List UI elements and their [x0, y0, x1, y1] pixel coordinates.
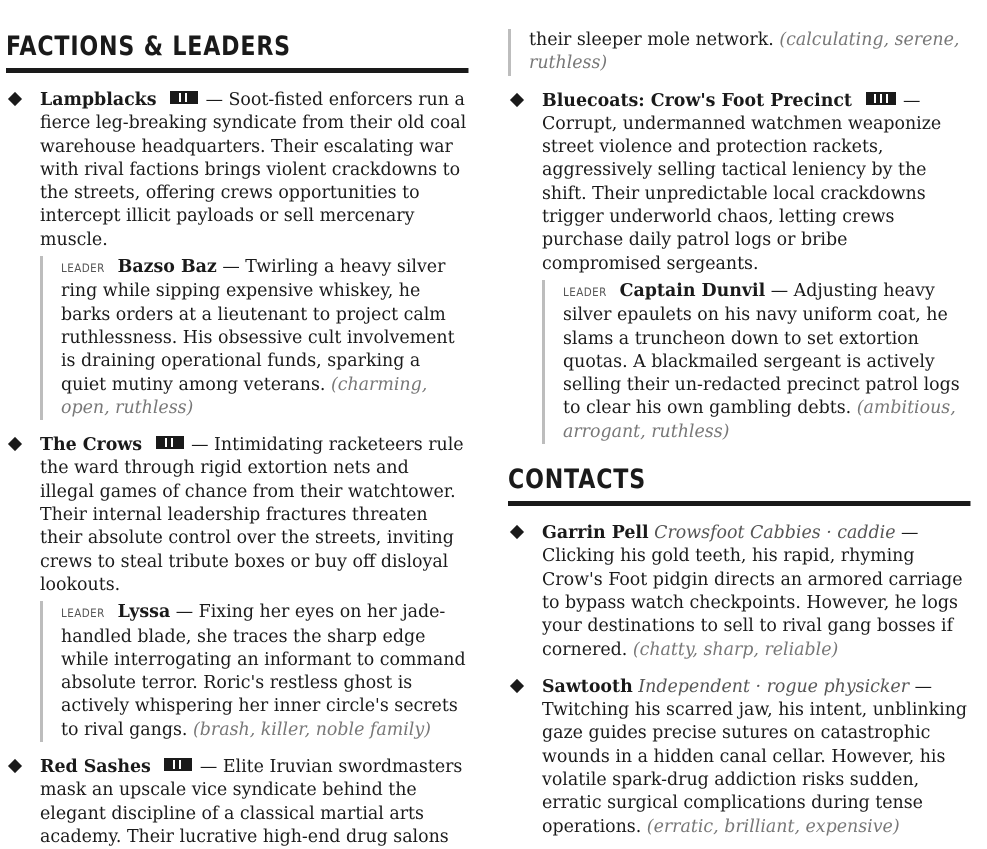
leader-block — [40, 601, 468, 742]
leader-tags: (brash, killer, noble family) — [192, 719, 431, 740]
leader-tags: (charming, open, ruthless) — [61, 374, 428, 418]
leader-label: LEADER — [61, 606, 105, 621]
leader-block — [542, 280, 970, 444]
leader-label: LEADER — [61, 261, 105, 276]
diamond-bullet-icon — [510, 93, 524, 107]
leader-name: Captain Dunvil — [619, 280, 766, 301]
tier-2-icon — [156, 436, 184, 449]
continuation-text: their sleeper mole network. — [529, 30, 774, 50]
faction-entry-the-crows — [6, 434, 468, 742]
contact-org: Crowsfoot Cabbies · caddie — [654, 523, 896, 544]
contact-entry-garrin-pell — [508, 522, 970, 662]
faction-entry-bluecoats — [508, 90, 970, 444]
diamond-bullet-icon — [8, 759, 22, 773]
faction-name: Bluecoats: Crow's Foot Precinct — [542, 90, 852, 111]
contact-description: — Clicking his gold teeth, his rapid, rhyming Crow's Foot pidgin directs an armored carriage to bypass watch checkpoints. However, he logs your destinations to sell to rival gang bosses if cornered. — [542, 523, 963, 660]
contacts-heading: CONTACTS — [508, 464, 970, 506]
leader-description: — Twirling a heavy silver ring while sipping expensive whiskey, he barks orders at a lieutenant to project calm ruthlessness. His obsessive cult involvement is draining operational funds, sparking a quiet mutiny among veterans. — [61, 257, 455, 395]
leader-tags: (ambitious, arrogant, ruthless) — [563, 398, 956, 442]
diamond-bullet-icon — [510, 525, 524, 539]
contact-entry-sawtooth — [508, 676, 970, 839]
contact-description: — Twitching his scarred jaw, his intent, unblinking gaze guides precise sutures on catastrophic wounds in a hidden canal cellar. However, his volatile spark-drug addiction risks sudden, erratic surgical complications during tense operations. — [542, 676, 968, 837]
left-column — [6, 0, 468, 849]
faction-entry-red-sashes — [6, 756, 468, 849]
faction-name: Lampblacks — [40, 90, 157, 110]
leader-block — [40, 256, 468, 420]
leader-name: Bazso Baz — [117, 257, 217, 278]
diamond-bullet-icon — [8, 437, 22, 451]
faction-name: The Crows — [40, 435, 143, 456]
leader-continuation — [508, 29, 970, 76]
leader-label: LEADER — [563, 284, 607, 299]
contact-name: Garrin Pell — [542, 523, 649, 544]
diamond-bullet-icon — [510, 679, 524, 693]
faction-description: — Soot-fisted enforcers run a fierce leg-breaking syndicate from their old coal warehouse headquarters. Their escalating war with rival factions brings violent crackdowns to the streets, offering crews opportunities to intercept illicit payloads or sell mercenary muscle. — [40, 90, 467, 250]
faction-description: — Intimidating racketeers rule the ward through rigid extortion nets and illegal games of chance from their watchtower. Their internal leadership fractures threaten their absolute control over the streets, inviting crews to steal tribute boxes or buy off disloyal lookouts. — [40, 435, 464, 595]
leader-description: — Fixing her eyes on her jade-handled blade, she traces the sharp edge while interrogating an informant to command absolute terror. Roric's restless ghost is actively whispering her inner circle's secrets to rival gangs. — [61, 602, 466, 740]
right-column — [508, 0, 970, 839]
faction-description: — Elite Iruvian swordmasters mask an upscale vice syndicate behind the elegant discipline of a classical martial arts academy. Their lucrative high-end drug salons — [40, 757, 463, 847]
contact-tags: (erratic, brilliant, expensive) — [646, 816, 900, 837]
factions-heading: FACTIONS & LEADERS — [6, 31, 468, 73]
tier-2-icon — [170, 91, 198, 104]
leader-description: — Adjusting heavy silver epaulets on his navy uniform coat, he slams a truncheon down to set extortion quotas. A blackmailed sergeant is actively selling their un-redacted precinct patrol logs to clear his own gambling debts. — [563, 280, 960, 419]
contact-org: Independent · rogue physicker — [638, 676, 910, 697]
faction-description: — Corrupt, undermanned watchmen weaponize street violence and protection rackets, aggressively selling tactical leniency by the shift. Their unpredictable local crackdowns trigger underworld chaos, letting crews purchase daily patrol logs or bribe compromised sergeants. — [542, 90, 942, 274]
tier-2-icon — [164, 758, 192, 771]
diamond-bullet-icon — [8, 92, 22, 106]
contact-tags: (chatty, sharp, reliable) — [632, 639, 839, 660]
tier-3-icon — [866, 92, 896, 105]
leader-name: Lyssa — [117, 602, 171, 623]
faction-name: Red Sashes — [40, 757, 151, 778]
faction-entry-lampblacks — [6, 89, 468, 420]
continuation-tags: (calculating, serene, ruthless) — [529, 30, 960, 74]
contact-name: Sawtooth — [542, 676, 633, 697]
